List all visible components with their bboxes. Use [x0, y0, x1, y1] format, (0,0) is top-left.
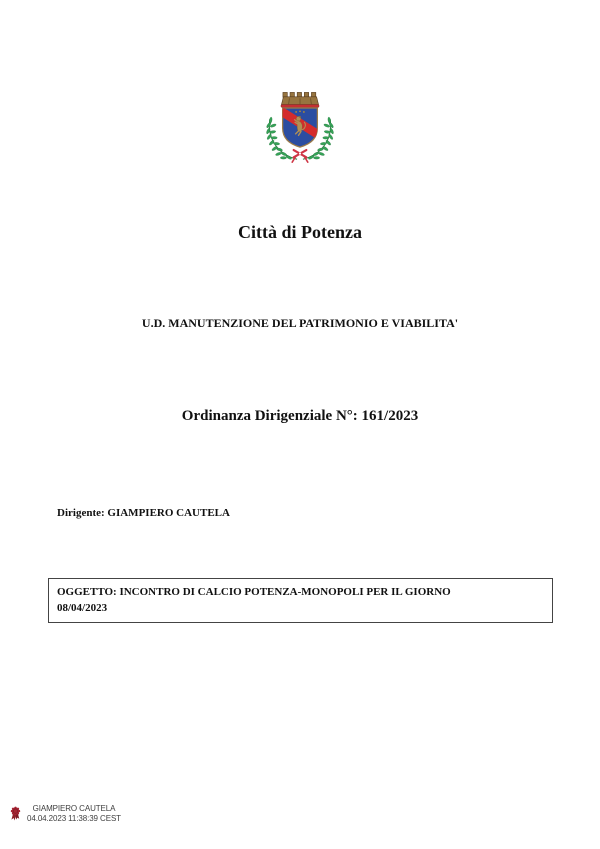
- city-title: Città di Potenza: [238, 222, 362, 242]
- oggetto-date-line: 08/04/2023: [57, 602, 108, 614]
- signature-stamp: [9, 804, 121, 823]
- signature-timestamp: 04.04.2023 11:38:39 CEST: [27, 813, 121, 823]
- ordinance-title: Ordinanza Dirigenziale N°: 161/2023: [181, 408, 419, 424]
- signer-name: GIAMPIERO CAUTELA: [32, 804, 116, 813]
- potenza-coat-of-arms-icon: [256, 89, 344, 171]
- oggetto-box: [48, 578, 553, 623]
- dirigente-label: Dirigente:: [57, 507, 105, 519]
- ribbon-bow-icon: [292, 150, 308, 162]
- department-title: U.D. MANUTENZIONE DEL PATRIMONIO E VIABILITA': [141, 316, 459, 330]
- seal-icon: [9, 805, 22, 822]
- shield-icon: [281, 108, 318, 147]
- mural-crown-icon: [281, 92, 319, 107]
- dirigente-name: GIAMPIERO CAUTELA: [107, 507, 230, 519]
- signature-text: [27, 804, 121, 823]
- oggetto-line: OGGETTO: INCONTRO DI CALCIO POTENZA-MONOPOLI PER IL GIORNO: [57, 586, 451, 598]
- dirigente-line: [57, 507, 230, 519]
